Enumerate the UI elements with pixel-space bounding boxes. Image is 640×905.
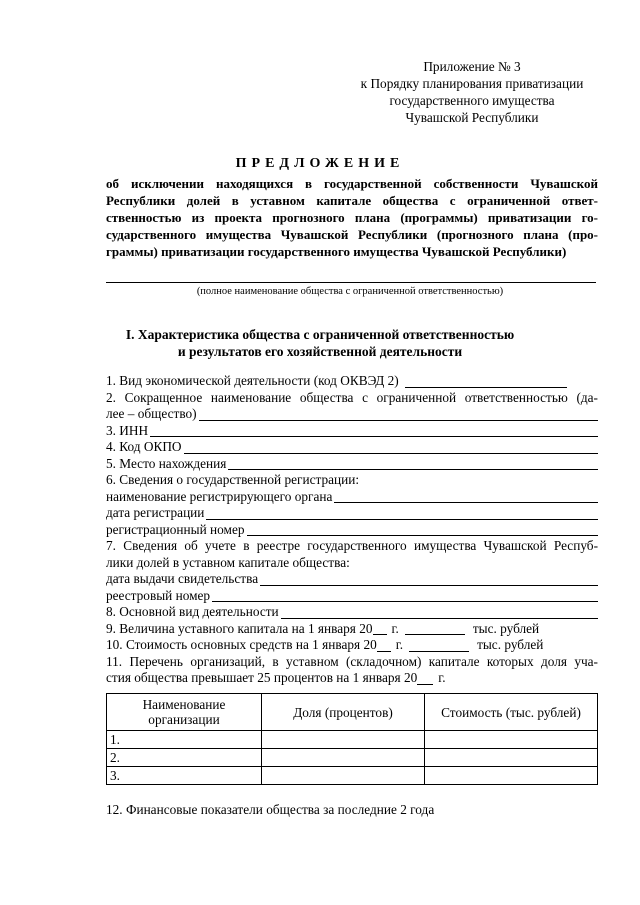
- item-label: г.: [391, 620, 399, 636]
- item-registration: [106, 472, 598, 489]
- header-share: Доля (процентов): [262, 694, 425, 731]
- section-heading-line: I. Характеристика общества с ограниченной ответственностью: [125, 327, 515, 342]
- assets-value-field[interactable]: [409, 639, 469, 652]
- item-label: 11. Перечень организаций, в уставном (складочном) капитале которых доля уча-: [106, 653, 598, 669]
- item-registry: [106, 555, 598, 572]
- header-org-name: Наименование организации: [107, 694, 262, 731]
- item-okpo: [106, 439, 598, 456]
- main-activity-field[interactable]: [281, 606, 598, 619]
- item-registrar: [106, 489, 598, 506]
- org-name-field[interactable]: [106, 282, 596, 283]
- item-okved: [106, 373, 598, 390]
- item-certificate-date: [106, 571, 598, 588]
- item-label: регистрационный номер: [106, 521, 245, 537]
- document-subtitle: [106, 175, 598, 260]
- okved-field[interactable]: [405, 375, 567, 388]
- item-label: 5. Место нахождения: [106, 455, 227, 471]
- org-name-caption: (полное наименование общества с ограниченной ответственностью): [196, 286, 504, 297]
- table-cell[interactable]: [425, 749, 598, 767]
- table-row: [107, 749, 598, 767]
- item-short-name: [106, 406, 598, 423]
- item-label: 8. Основной вид деятельности: [106, 604, 279, 619]
- subtitle-line: сударственного имущества Чувашской Республики (прогнозного плана (про-: [106, 227, 598, 242]
- table-cell[interactable]: [262, 731, 425, 749]
- table-cell[interactable]: 1.: [107, 731, 262, 749]
- item-label: 7. Сведения об учете в реестре государственного имущества Чувашской Респуб-: [106, 538, 598, 553]
- okpo-field[interactable]: [184, 441, 598, 454]
- table-cell[interactable]: [262, 767, 425, 785]
- section-heading: [0, 326, 640, 360]
- registry-number-field[interactable]: [212, 589, 598, 602]
- inn-field[interactable]: [150, 424, 598, 437]
- item-label: реестровый номер: [106, 587, 211, 603]
- registration-date-field[interactable]: [206, 507, 598, 520]
- table-cell[interactable]: [425, 767, 598, 785]
- registration-number-field[interactable]: [247, 523, 598, 536]
- attachment-line: Чувашской Республики: [405, 110, 539, 125]
- item-label: 6. Сведения о государственной регистрации:: [106, 472, 360, 487]
- item-label: лики долей в уставном капитале общества:: [106, 554, 350, 570]
- attachment-line: к Порядку планирования приватизации: [360, 76, 584, 91]
- document-title: ПРЕДЛОЖЕНИЕ: [235, 156, 405, 171]
- location-field[interactable]: [228, 457, 598, 470]
- item-label: дата регистрации: [106, 505, 205, 520]
- item-registry-number: [106, 588, 598, 605]
- section-heading-line: и результатов его хозяйственной деятельности: [177, 344, 463, 359]
- table-cell[interactable]: [425, 731, 598, 749]
- organizations-table: [106, 693, 598, 785]
- capital-value-field[interactable]: [405, 622, 465, 635]
- organizations-year-field[interactable]: [417, 672, 433, 685]
- registrar-field[interactable]: [334, 490, 598, 503]
- organizations-table-wrap: [106, 693, 598, 785]
- item-label: 3. ИНН: [106, 422, 149, 438]
- table-cell[interactable]: [262, 749, 425, 767]
- item-label: г.: [395, 637, 404, 652]
- item-location: [106, 456, 598, 473]
- item-fixed-assets: [106, 637, 598, 654]
- item-registration-number: [106, 522, 598, 539]
- subtitle-line: об исключении находящихся в государственной собственности Чувашской: [106, 176, 598, 191]
- item-financials: 12. Финансовые показатели общества за последние 2 года: [106, 802, 435, 817]
- attachment-header: [342, 58, 602, 126]
- item-capital: [106, 621, 598, 638]
- table-row: [107, 767, 598, 785]
- table-cell[interactable]: 2.: [107, 749, 262, 767]
- item-label: тыс. рублей: [477, 637, 544, 652]
- item-label: 10. Стоимость основных средств на 1 января 20: [106, 637, 377, 652]
- table-cell[interactable]: 3.: [107, 767, 262, 785]
- item-label: 2. Сокращенное наименование общества с ограниченной ответственностью (да-: [106, 389, 598, 405]
- items-list: [106, 373, 598, 687]
- item-registration-date: [106, 505, 598, 522]
- item-label: лее – общество): [106, 406, 197, 421]
- item-label: 1. Вид экономической деятельности (код ОКВЭД 2): [106, 373, 399, 388]
- assets-year-field[interactable]: [377, 639, 391, 652]
- subtitle-line: граммы) приватизации государственного имущества Чувашской Республики): [106, 244, 567, 259]
- item-label: дата выдачи свидетельства: [106, 571, 259, 586]
- item-label: 4. Код ОКПО: [106, 439, 182, 454]
- certificate-date-field[interactable]: [260, 573, 598, 586]
- attachment-line: государственного имущества: [389, 93, 555, 108]
- item-label: г.: [438, 670, 446, 685]
- header-cost: Стоимость (тыс. рублей): [425, 694, 598, 731]
- item-organizations: [106, 670, 598, 687]
- attachment-line: Приложение № 3: [423, 59, 521, 74]
- item-main-activity: [106, 604, 598, 621]
- item-label: 9. Величина уставного капитала на 1 января 20: [106, 620, 373, 636]
- short-name-field[interactable]: [199, 408, 598, 421]
- subtitle-line: Республики долей в уставном капитале общества с ограниченной ответ-: [106, 193, 598, 208]
- subtitle-line: ственностью из проекта прогнозного плана (программы) приватизации го-: [106, 210, 598, 225]
- item-inn: [106, 423, 598, 440]
- table-header-row: [107, 694, 598, 731]
- capital-year-field[interactable]: [373, 622, 387, 635]
- item-label: стия общества превышает 25 процентов на 1 января 20: [106, 670, 418, 685]
- item-label: наименование регистрирующего органа: [106, 488, 333, 504]
- item-label: тыс. рублей: [472, 620, 540, 636]
- table-row: [107, 731, 598, 749]
